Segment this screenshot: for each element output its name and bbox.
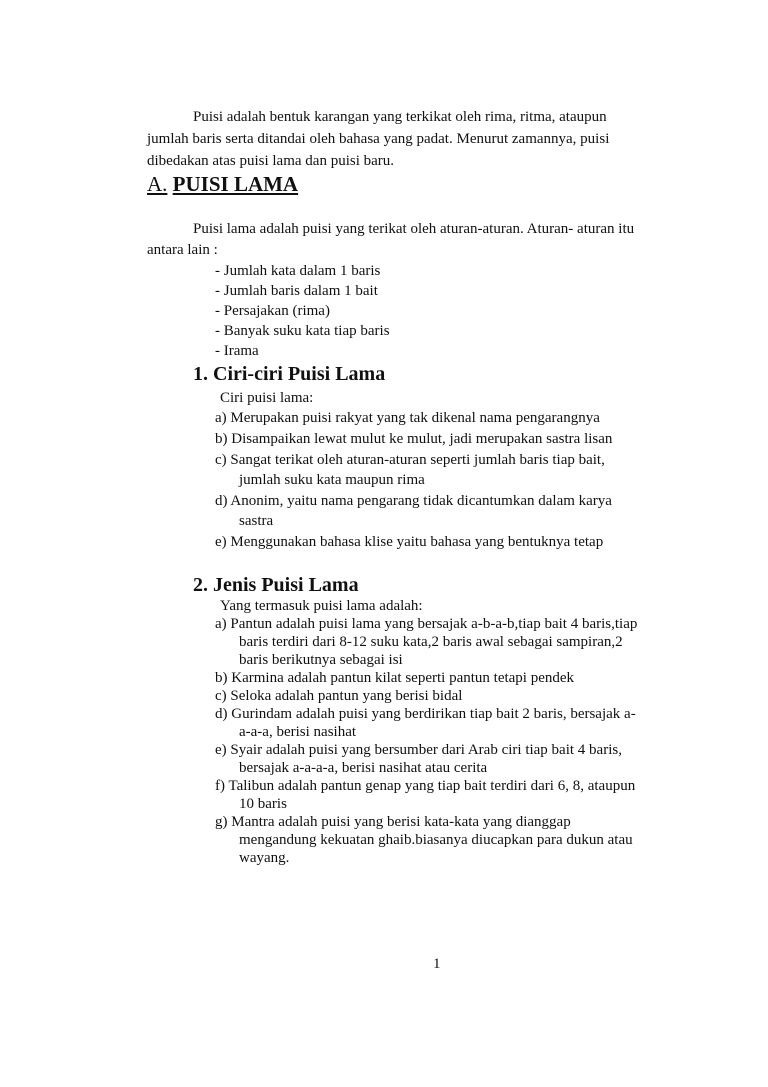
intro-line-1: Puisi adalah bentuk karangan yang terkikat oleh rima, ritma, ataupun [193,109,607,125]
list-item-continuation: sastra [239,513,274,529]
section-2-intro: Yang termasuk puisi lama adalah: [220,598,423,614]
list-item-continuation: jumlah suku kata maupun rima [239,472,425,488]
rule-item: - Jumlah kata dalam 1 baris [215,263,381,279]
list-item: a) Pantun adalah puisi lama yang bersajak a-b-a-b,tiap bait 4 baris,tiap [215,616,638,632]
list-item: e) Syair adalah puisi yang bersumber dari Arab ciri tiap bait 4 baris, [215,742,622,758]
list-item: c) Seloka adalah pantun yang berisi bidal [215,688,463,704]
rule-item: - Irama [215,343,259,359]
list-item-continuation: mengandung kekuatan ghaib.biasanya diucapkan para dukun atau [239,832,633,848]
list-item-continuation: 10 baris [239,796,287,812]
section-a-letter: A. [147,172,168,196]
list-item: f) Talibun adalah pantun genap yang tiap bait terdiri dari 6, 8, ataupun [215,778,636,794]
rule-item: - Banyak suku kata tiap baris [215,323,390,339]
intro-line-2: jumlah baris serta ditandai oleh bahasa yang padat. Menurut zamannya, puisi [147,131,610,147]
rule-item: - Persajakan (rima) [215,303,330,319]
section-a-heading [147,172,298,196]
intro-line-3: dibedakan atas puisi lama dan puisi baru. [147,153,395,169]
list-item: c) Sangat terikat oleh aturan-aturan seperti jumlah baris tiap bait, [215,452,605,468]
list-item: d) Anonim, yaitu nama pengarang tidak dicantumkan dalam karya [215,493,612,509]
section-a-para-line-2: antara lain : [147,242,218,258]
list-item: b) Disampaikan lewat mulut ke mulut, jadi merupakan sastra lisan [215,431,613,447]
page-number: 1 [433,956,441,972]
list-item: b) Karmina adalah pantun kilat seperti pantun tetapi pendek [215,670,575,686]
rule-item: - Jumlah baris dalam 1 bait [215,283,378,299]
section-1-intro: Ciri puisi lama: [220,390,314,406]
section-1-heading: 1. Ciri-ciri Puisi Lama [193,363,386,385]
list-item-continuation: baris berikutnya sebagai isi [239,652,403,668]
list-item: d) Gurindam adalah puisi yang berdirikan tiap bait 2 baris, bersajak a- [215,706,636,722]
list-item-continuation: baris terdiri dari 8-12 suku kata,2 baris awal sebagai sampiran,2 [239,634,623,650]
list-item: g) Mantra adalah puisi yang berisi kata-kata yang dianggap [215,814,571,830]
list-item-continuation: wayang. [239,850,290,866]
list-item: e) Menggunakan bahasa klise yaitu bahasa yang bentuknya tetap [215,534,604,550]
section-a-title: PUISI LAMA [172,172,299,196]
section-2-heading: 2. Jenis Puisi Lama [193,574,359,596]
list-item-continuation: a-a-a, berisi nasihat [239,724,357,740]
list-item-continuation: bersajak a-a-a-a, berisi nasihat atau cerita [239,760,488,776]
list-item: a) Merupakan puisi rakyat yang tak dikenal nama pengarangnya [215,410,600,426]
section-a-para-line-1: Puisi lama adalah puisi yang terikat oleh aturan-aturan. Aturan- aturan itu [193,221,635,237]
